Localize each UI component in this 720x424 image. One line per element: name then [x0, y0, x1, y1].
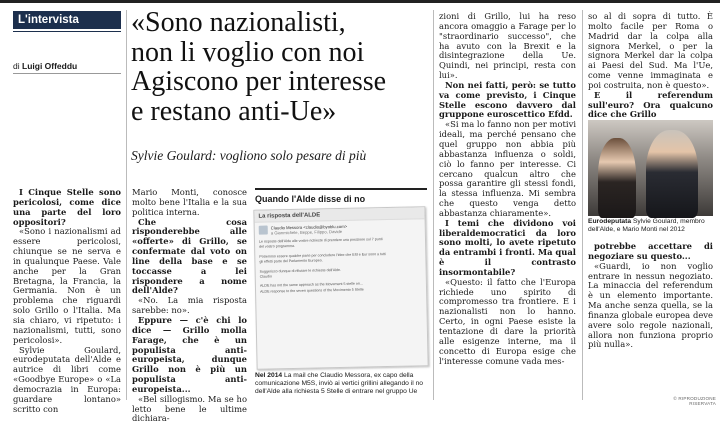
column-divider — [433, 10, 434, 400]
interview-answer: «Sono i nazionalismi ad essere pericolosi, chiunque se ne serva e in qualunque Paese. Vale anche per la Gran Bretagna, la Francia, la Germania. Non è un problema che riguardi solo Grillo o l'Italia. Ma sia chiaro, vi ripetuto: i nazionalismi, tutti, sono pericolosi». — [13, 226, 121, 345]
photo-figure-woman — [598, 138, 636, 218]
email-caption-text: La mail che Claudio Messora, ex capo della comunicazione M5S, inviò ai vertici grillini allegando il no dell'Alde alla richiesta 5 Stelle di entrare nel gruppo Ue — [255, 372, 424, 395]
byline-author: Luigi Offeddu — [22, 61, 78, 71]
email-caption — [255, 372, 430, 396]
byline-prefix: di — [13, 61, 20, 71]
top-rule — [0, 0, 720, 3]
email-caption-lead: Nel 2014 — [255, 372, 283, 379]
interview-answer: «No. La mia risposta sarebbe: no». — [132, 295, 247, 316]
interview-question: Non nei fatti, però: se tutto va come previsto, i Cinque Stelle escono davvero dal gruppone euroscettico Efdd. — [439, 79, 576, 120]
byline — [13, 61, 123, 71]
headline-line: «Sono nazionalisti, — [131, 7, 346, 38]
interview-question: Che cosa risponderebbe alle «offerte» di Grillo, se confermate dal voto on line della base e se toccasse a lei rispondere a nome dell'Alde? — [132, 216, 247, 296]
interview-answer: «Si ma lo fanno non per motivi ideali, ma perché pensano che quel gruppo non abbia più abbastanza influenza o soldi, ciò lo fanno per interesse. Ci cercano qualcun altro che possa garantire gli stessi fondi, la stessa influenza. Mi sembra che questo venga detto abbastanza chiaramente». — [439, 119, 576, 218]
email-body-line: del vostro programma. — [259, 244, 296, 250]
email-window-title: La risposta dell'ALDE — [254, 207, 424, 223]
interview-answer: zioni di Grillo, lui ha reso ancora omaggio a Farage per lo "straordinario successo", che ha avuto con la Brexit e la disintegrazione della Ue. Quindi, nei principi, resta con lui». — [439, 11, 576, 81]
photo-caption — [588, 218, 713, 234]
email-body — [255, 234, 426, 295]
avatar — [259, 226, 268, 235]
email-body-line: gli effetti parte del Parlamento Europeo. — [259, 258, 323, 264]
headline-line: e restano anti-Ue» — [131, 95, 337, 127]
email-body-line: Le risposte dell'Alde alle vostre richieste di prendere una posizione sul 7 punti — [258, 237, 383, 244]
email-box-rule — [255, 188, 427, 190]
column-divider — [582, 10, 583, 400]
email-to-line: a Gianmichele, Beppe, Filippo, Davide — [270, 228, 343, 236]
section-tag: L'intervista — [13, 11, 121, 29]
article-column-2 — [132, 187, 247, 424]
interview-answer: «Bel sillogismo. Ma se ho letto bene le ultime dichiara- — [132, 393, 247, 424]
email-from-line: Claudio Messora <claudio@byoblu.com> — [270, 223, 348, 231]
email-body-line: ALDE response to the seven questions of the Movimento 5 Stelle — [260, 287, 364, 294]
headline-line: non li voglio con noi — [131, 36, 365, 68]
article-column-4-top — [588, 12, 713, 120]
photo-goulard-monti — [588, 120, 713, 216]
photo-figure-man — [646, 130, 698, 218]
email-body-line: Suggerisco dunque di rifiutare le richieste dell'Alde. — [259, 267, 342, 274]
email-screenshot — [253, 206, 428, 370]
subheadline: Sylvie Goulard: vogliono solo pesare di più — [131, 148, 367, 163]
column-divider — [126, 10, 127, 400]
byline-rule — [13, 73, 121, 74]
interview-answer: Mario Monti, conosce molto bene l'Italia e la sua politica interna. — [132, 187, 247, 217]
email-body-line: Potremmo essere qualche parte per concludere l'idee che Efd e Eur sono a tutti — [259, 251, 386, 259]
headline-line: Agiscono per interesse — [131, 66, 387, 97]
article-column-1 — [13, 187, 121, 414]
article-column-3 — [439, 12, 576, 400]
copyright-credit: © RIPRODUZIONE RISERVATA — [673, 396, 716, 406]
photo-caption-lead: Eurodeputata — [588, 218, 632, 225]
email-box-title: Quando l'Alde disse di no — [255, 194, 366, 204]
interview-answer: «Questo: il fatto che l'Europa richiede uno spirito di compromesso tra frontiere. E i nazionalisti non lo hanno. Certo, in ogni Paese esiste la tentazione di dare la priorità alle esigenze interne, ma il concetto di Europa esige che l'interesse comune vada mes- — [439, 276, 576, 366]
interview-question: I temi che dividono voi liberaldemocratici da loro sono molti, lo avete ripetuto da entrambi i fronti. Ma qual è il contrasto insormontabile? — [439, 217, 576, 277]
interview-question: I Cinque Stelle sono pericolosi, come dice una parte del loro oppositori? — [13, 187, 121, 227]
interview-answer: so al di sopra di tutto. È molto facile per Roma o Madrid dar la colpa alla signora Merkel, o per la signora Merkel dar la colpa ai Paesi del Sud. Ma l'Ue, come venne immaginata e poi costruita, non è questo». — [588, 11, 713, 90]
interview-question: potrebbe accettare di negoziare su questo... — [588, 241, 713, 261]
photo-caption-text: Sylvie Goulard, membro dell'Alde, e Mario Monti nel 2012 — [588, 218, 705, 233]
interview-answer: Sylvie Goulard, eurodeputata dell'Alde e autrice di libri come «Goodbye Europe» o «La democrazia in Europa: guardare lontano» scritto con — [13, 344, 121, 414]
article-column-4-bottom — [588, 242, 713, 400]
email-body-line: ALDE has not the same approach as the Movement 5 stelle on... — [259, 281, 363, 289]
interview-answer: «Guardi, io non voglio entrare in nessun negoziato. La minaccia del referendum è un elemento importante. Ma anche senza quella, se la finanza globale europea deve avere solo regole nazionali, allora non funziona proprio più nulla». — [588, 260, 713, 350]
interview-question: E il referendum sull'euro? Ora qualcuno dice che Grillo — [588, 89, 713, 120]
tag-underline — [13, 31, 121, 32]
headline — [131, 8, 431, 126]
email-body-line: Claudio — [259, 274, 272, 279]
interview-question: Eppure — c'è chi lo dice — Grillo molla Farage, che è un populista anti-europeista, dunque Grillo non è più un populista anti-europeista... — [132, 314, 247, 394]
